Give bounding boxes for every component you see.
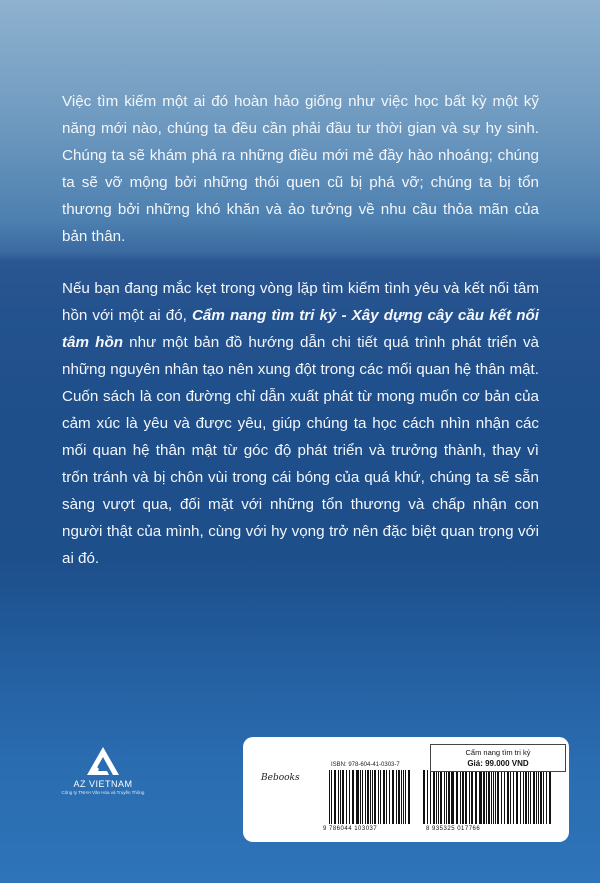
barcode-bar <box>389 770 390 824</box>
barcode-bar <box>398 770 399 824</box>
barcode-bar <box>374 770 376 824</box>
blurb-paragraph-2-body: như một bản đồ hướng dẫn chi tiết quá trình phát triển và những nguyên nhân tạo nên xung đột trong các mối quan hệ thân mật. Cuốn sách là con đường chỉ dẫn xuất phát từ mong muốn cơ bản của cảm xúc là yêu và được yêu, giúp chúng ta học cách nhìn nhận các mối quan hệ thân mật từ góc độ phát triển và trưởng thành, thay vì trốn tránh và bị chôn vùi trong cái bóng của quá khứ, chúng ta sẽ sẵn sàng vượt qua, đối mặt với những tổn thương và chấp nhận con người thật của mình, cùng với hy vọng trở nên đặc biệt quan trọng với ai đó. <box>62 334 539 567</box>
barcode-bar <box>520 770 521 824</box>
blurb-paragraph-2 <box>62 275 539 572</box>
barcode-bar <box>549 770 551 824</box>
barcode-bar <box>378 770 379 824</box>
barcode-bar <box>380 770 381 824</box>
barcode-bar <box>538 770 539 824</box>
price-tag <box>430 744 566 772</box>
price-tag-price: Giá: 99.000 VND <box>467 759 529 768</box>
barcode-bar <box>329 770 330 824</box>
barcode-bar <box>475 770 477 824</box>
barcode-bar <box>362 770 363 824</box>
barcode-bar <box>501 770 502 824</box>
barcode-bar <box>386 770 387 824</box>
price-barcode <box>423 770 553 824</box>
imprint-logo: Bebooks <box>261 773 300 783</box>
blurb-paragraph-2-intro: Nếu bạn đang mắc kẹt trong vòng lặp tìm kiếm tình yêu và kết nối tâm hồn với một ai đó, <box>62 280 539 324</box>
isbn-label: ISBN: 978-604-41-0303-7 <box>331 762 400 768</box>
barcode-bar <box>334 770 336 824</box>
barcode-bar <box>493 770 494 824</box>
barcode-bar <box>465 770 467 824</box>
publisher-subtitle: Công ty TNHH Văn Hóa và Truyền Thông <box>61 790 145 795</box>
book-title-inline: Cẩm nang tìm tri kỷ - Xây dựng cây cầu kết nối tâm hồn <box>62 307 539 351</box>
barcode-bar <box>504 770 505 824</box>
barcode-bar <box>543 770 544 824</box>
barcode-bar <box>469 770 470 824</box>
barcode-bar <box>357 770 358 824</box>
barcode-bar <box>533 770 535 824</box>
barcode-bar <box>510 770 511 824</box>
barcode-bar <box>349 770 350 824</box>
barcode-bar <box>513 770 514 824</box>
barcode-bar <box>479 770 480 824</box>
barcode-bar <box>383 770 385 824</box>
barcode-bar <box>396 770 397 824</box>
barcode-bar <box>460 770 461 824</box>
barcode-bar <box>370 770 371 824</box>
publisher-logo <box>58 745 148 795</box>
price-tag-title: Cẩm nang tìm tri kỷ <box>465 748 531 757</box>
barcode-bar <box>423 770 425 824</box>
barcode-bar <box>497 770 499 824</box>
barcode-bar <box>392 770 394 824</box>
barcode-bar <box>401 770 403 824</box>
barcode-bar <box>372 770 373 824</box>
barcode-bar <box>436 770 437 824</box>
barcode-bar <box>488 770 489 824</box>
barcode-bar <box>338 770 339 824</box>
barcode-bar <box>440 770 442 824</box>
barcode-bar <box>483 770 485 824</box>
barcode-bar <box>448 770 450 824</box>
barcode-bar <box>403 770 404 824</box>
barcode-bar <box>540 770 542 824</box>
barcode-bar <box>444 770 445 824</box>
barcode-bar <box>471 770 472 824</box>
barcode-bar <box>427 770 428 824</box>
isbn-barcode <box>329 770 411 824</box>
barcode-bar <box>356 770 357 824</box>
barcode-bar <box>528 770 529 824</box>
barcode-bar <box>438 770 439 824</box>
barcode-bar <box>525 770 527 824</box>
barcode-bar <box>346 770 347 824</box>
barcode-bar <box>507 770 509 824</box>
barcode-bar <box>405 770 406 824</box>
barcode-bar <box>360 770 362 824</box>
barcode-bar <box>342 770 344 824</box>
barcode-bar <box>456 770 458 824</box>
barcode-bar <box>446 770 447 824</box>
price-barcode-number: 8 935325 017766 <box>426 826 481 832</box>
barcode-bar <box>367 770 369 824</box>
isbn-barcode-number: 9 786044 103037 <box>323 826 378 832</box>
barcode-bar <box>480 770 481 824</box>
barcode-bar <box>516 770 518 824</box>
barcode-bar <box>530 770 531 824</box>
barcode-bar <box>451 770 452 824</box>
barcode-bar <box>523 770 524 824</box>
az-triangle-logo-icon <box>83 745 123 777</box>
barcode-bar <box>352 770 354 824</box>
barcode-bar <box>408 770 410 824</box>
barcode-bar <box>365 770 366 824</box>
barcode-bar <box>495 770 496 824</box>
barcode-bar <box>536 770 537 824</box>
barcode-bar <box>546 770 547 824</box>
barcode-bar <box>462 770 463 824</box>
barcode-bar <box>486 770 487 824</box>
barcode-bar <box>340 770 341 824</box>
barcode-bar <box>331 770 332 824</box>
publisher-name: AZ VIETNAM <box>73 779 133 789</box>
blurb-paragraph-1: Việc tìm kiếm một ai đó hoàn hảo giống như việc học bất kỳ một kỹ năng mới nào, chúng ta đều cần phải đầu tư thời gian và sự hy sinh. Chúng ta sẽ khám phá ra những điều mới mẻ đầy hào nhoáng; chúng ta sẽ vỡ mộng bởi những thói quen cũ bị phá vỡ; chúng ta bị tổn thương bởi những khó khăn và ảo tưởng về nhu cầu thỏa mãn của bản thân. <box>62 93 539 245</box>
barcode-bar <box>491 770 493 824</box>
barcode-bar <box>433 770 435 824</box>
barcode-bar <box>452 770 453 824</box>
barcode-bar <box>430 770 431 824</box>
